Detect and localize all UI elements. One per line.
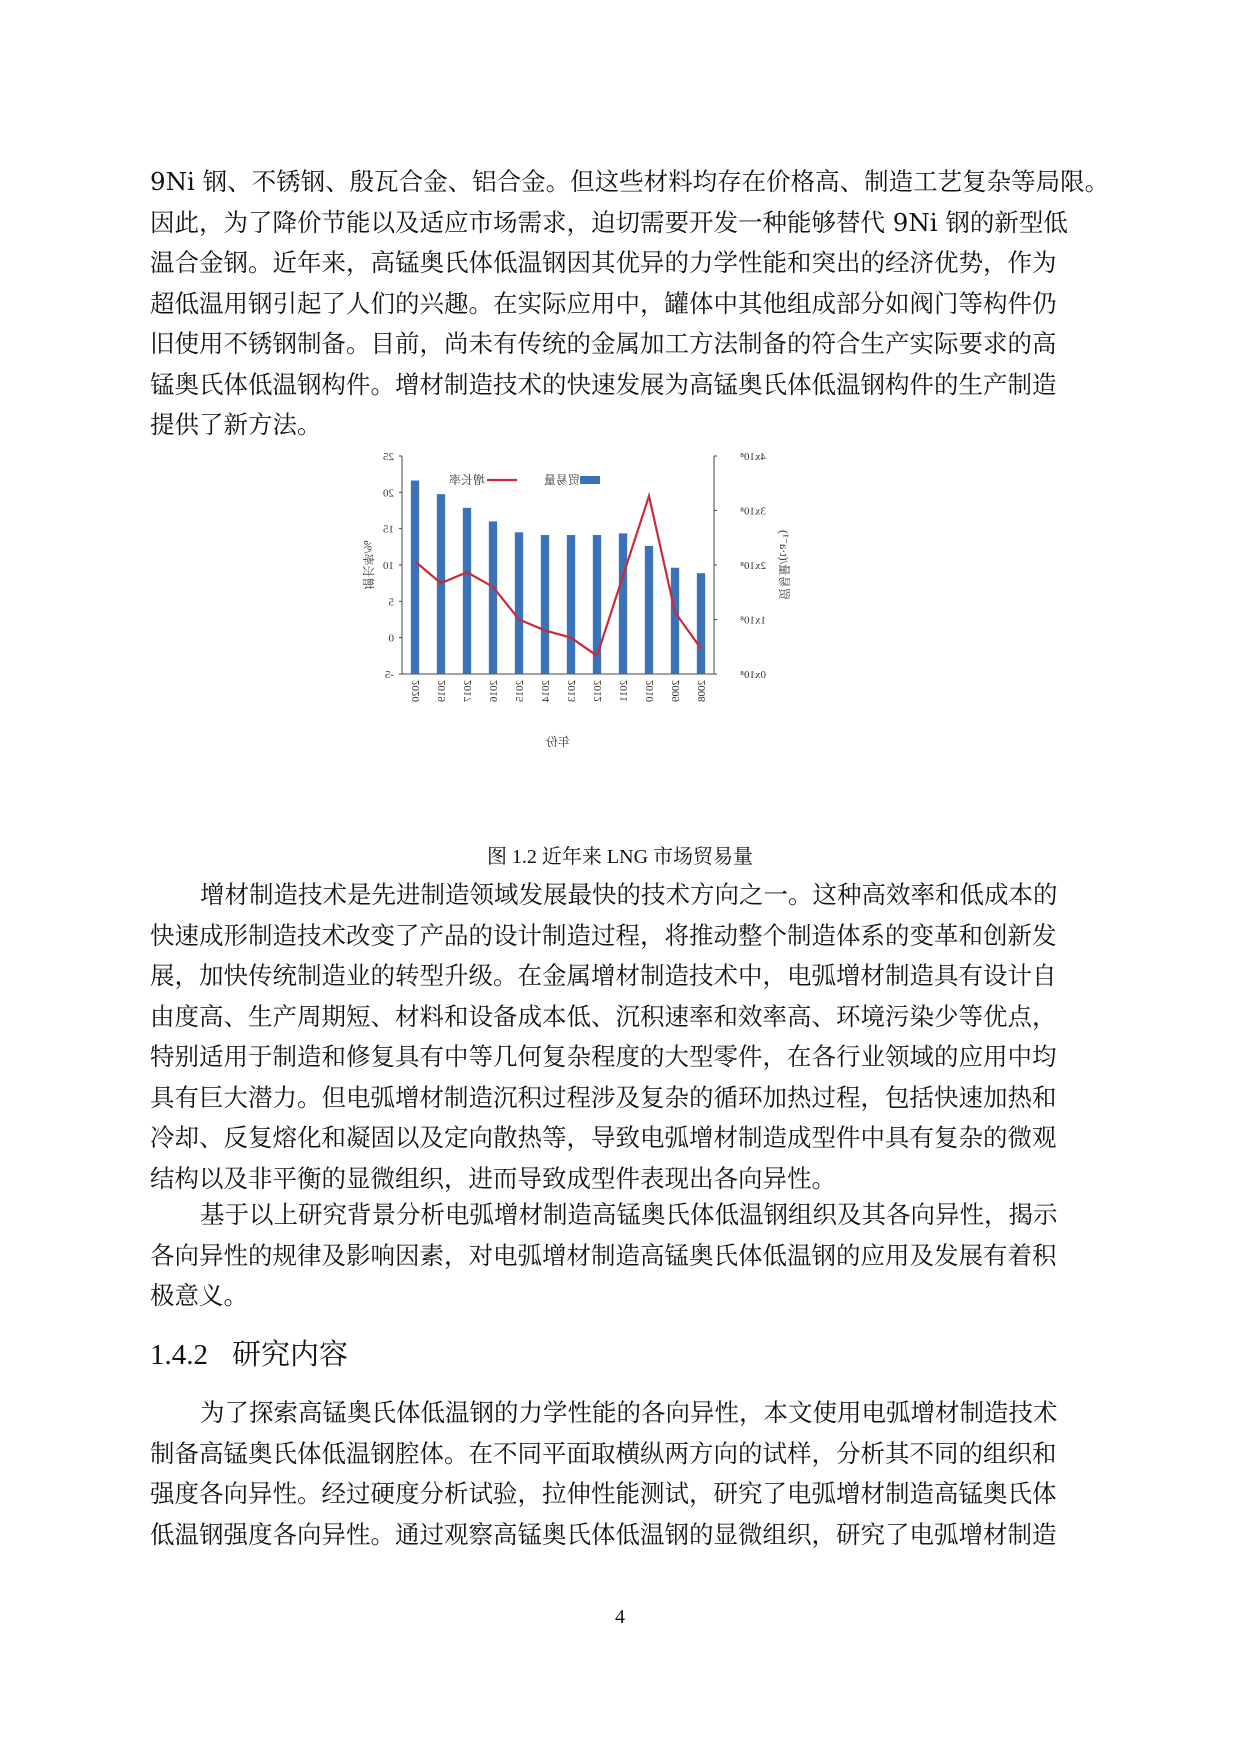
lng-trade-chart: [361, 451, 872, 832]
left-tick-label: 0: [388, 632, 394, 645]
text-line: 超低温用钢引起了人们的兴趣。在实际应用中，罐体中其他组成部分如阀门等构件仍: [150, 288, 1057, 318]
right-tick-label: 4x10⁸: [740, 451, 766, 463]
section-title: 研究内容: [232, 1337, 349, 1371]
x-tick-label: 2015: [514, 680, 526, 702]
bar-trade-volume: [411, 481, 419, 674]
y-right-axis-title: 贸易量/(t·a⁻¹): [777, 530, 791, 600]
paragraph-additive-manufacturing: [150, 875, 1094, 1199]
paragraph-research-background: [150, 1195, 1094, 1317]
bar-trade-volume: [619, 533, 627, 674]
text-line: 9Ni 钢、不锈钢、殷瓦合金、铝合金。但这些材料均存在价格高、制造工艺复杂等局限。: [150, 167, 1110, 196]
x-tick-label: 2017: [462, 680, 474, 702]
text-line: 展，加快传统制造业的转型升级。在金属增材制造技术中，电弧增材制造具有设计自: [150, 961, 1057, 990]
figure-caption: 图 1.2 近年来 LNG 市场贸易量: [486, 846, 754, 868]
x-tick-label: 2010: [644, 680, 656, 702]
x-tick-label: 2016: [488, 680, 500, 702]
text-line: 具有巨大潜力。但电弧增材制造沉积过程涉及复杂的循环加热过程，包括快速加热和: [150, 1082, 1057, 1112]
paragraph-intro-materials: [150, 162, 1110, 446]
right-tick-label: 3x10⁸: [740, 505, 766, 518]
section-number: 1.4.2: [150, 1339, 208, 1371]
left-tick-label: 25: [383, 451, 394, 463]
x-tick-label: 2011: [618, 680, 630, 702]
figure-lng-trade-chart: [361, 451, 872, 832]
page-number: 4: [615, 1606, 625, 1628]
line-growth-rate: [415, 496, 701, 656]
right-tick-label: 0x10⁸: [740, 669, 766, 681]
text-line: 基于以上研究背景分析电弧增材制造高锰奥氏体低温钢组织及其各向异性，揭示: [200, 1200, 1058, 1229]
left-tick-label: 15: [383, 523, 394, 536]
x-tick-label: 2009: [670, 680, 682, 702]
right-tick-label: 1x10⁸: [740, 614, 766, 627]
left-tick-label: 20: [383, 487, 394, 500]
bar-trade-volume: [541, 535, 549, 674]
text-line: 增材制造技术是先进制造领域发展最快的技术方向之一。这种高效率和低成本的: [200, 880, 1058, 909]
text-line: 制备高锰奥氏体低温钢腔体。在不同平面取横纵两方向的试样，分析其不同的组织和: [150, 1438, 1057, 1468]
left-tick-label: -5: [384, 669, 394, 681]
legend-label-growth: 增长率: [448, 473, 486, 487]
bar-trade-volume: [671, 568, 679, 674]
text-line: 极意义。: [150, 1281, 248, 1310]
legend-swatch-volume: [580, 476, 600, 484]
left-tick-label: 5: [388, 596, 394, 609]
text-line: 冷却、反复熔化和凝固以及定向散热等，导致电弧增材制造成型件中具有复杂的微观: [150, 1123, 1057, 1152]
text-line: 由度高、生产周期短、材料和设备成本低、沉积速率和效率高、环境污染少等优点，: [150, 1001, 1057, 1031]
text-line: 锰奥氏体低温钢构件。增材制造技术的快速发展为高锰奥氏体低温钢构件的生产制造: [150, 369, 1057, 399]
text-line: 结构以及非平衡的显微组织，进而导致成型件表现出各向异性。: [150, 1163, 836, 1193]
y-left-axis-title: 增长率/%: [361, 540, 375, 590]
bar-trade-volume: [463, 508, 471, 674]
x-tick-label: 2008: [696, 680, 708, 702]
paragraph-research-content: [150, 1393, 1094, 1555]
x-tick-label: 2014: [540, 680, 552, 702]
bar-trade-volume: [697, 573, 705, 674]
x-tick-label: 2020: [410, 680, 422, 702]
bar-trade-volume: [567, 535, 575, 674]
bar-trade-volume: [515, 532, 523, 674]
x-axis-title: 年份: [545, 735, 571, 749]
text-line: 低温钢强度各向异性。通过观察高锰奥氏体低温钢的显微组织，研究了电弧增材制造: [150, 1519, 1057, 1549]
text-line: 特别适用于制造和修复具有中等几何复杂程度的大型零件，在各行业领域的应用中均: [150, 1042, 1057, 1071]
text-line: 温合金钢。近年来，高锰奥氏体低温钢因其优异的力学性能和突出的经济优势，作为: [150, 248, 1057, 277]
x-tick-label: 2012: [592, 680, 604, 702]
text-line: 各向异性的规律及影响因素，对电弧增材制造高锰奥氏体低温钢的应用及发展有着积: [150, 1240, 1057, 1270]
legend-label-volume: 贸易量: [543, 473, 581, 487]
text-line: 提供了新方法。: [150, 410, 322, 439]
text-line: 因此，为了降价节能以及适应市场需求，迫切需要开发一种能够替代 9Ni 钢的新型低: [150, 207, 1068, 237]
text-line: 旧使用不锈钢制备。目前，尚未有传统的金属加工方法制备的符合生产实际要求的高: [150, 329, 1057, 358]
bar-trade-volume: [645, 546, 653, 674]
x-tick-label: 2013: [566, 680, 578, 702]
text-line: 强度各向异性。经过硬度分析试验，拉伸性能测试，研究了电弧增材制造高锰奥氏体: [150, 1479, 1057, 1508]
right-tick-label: 2x10⁸: [740, 560, 766, 572]
left-tick-label: 10: [383, 560, 394, 572]
bar-trade-volume: [489, 521, 497, 674]
section-heading: [150, 1332, 348, 1373]
text-line: 为了探索高锰奥氏体低温钢的力学性能的各向异性，本文使用电弧增材制造技术: [200, 1398, 1058, 1427]
text-line: 快速成形制造技术改变了产品的设计制造过程，将推动整个制造体系的变革和创新发: [150, 920, 1057, 950]
x-tick-label: 2019: [436, 680, 448, 702]
